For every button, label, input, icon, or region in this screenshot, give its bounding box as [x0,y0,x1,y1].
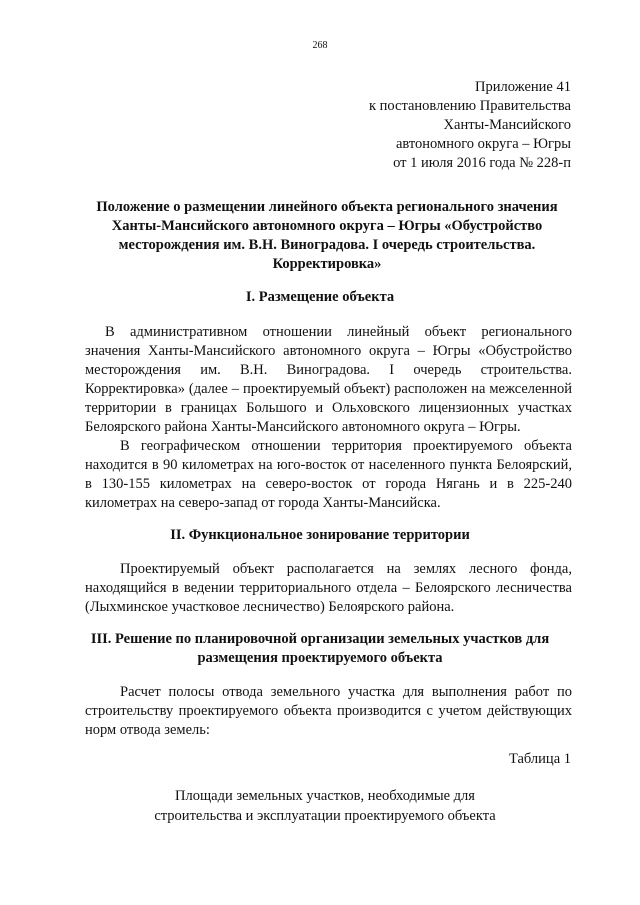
section-heading-placement: I. Размещение объекта [245,289,395,305]
section-heading-zoning: II. Функциональное зонирование территории [170,527,470,543]
appendix-line: к постановлению Правительства [369,98,571,114]
table-caption-line: Площади земельных участков, необходимые для [175,788,475,804]
appendix-line: автономного округа – Югры [395,136,571,152]
paragraph-zoning: Проектируемый объект располагается на землях лесного фонда, находящийся в ведении территориального отдела – Белоярского лесничества (Лыхминское участковое лесничество) Белоярского района. [85,561,572,615]
table-caption-line: строительства и эксплуатации проектируемого объекта [154,808,496,824]
appendix-line: от 1 июля 2016 года № 228-п [393,155,571,171]
appendix-header [369,78,571,173]
paragraph-administrative: В административном отношении линейный объект регионального значения Ханты-Мансийского автономного округа – Югры «Обустройство месторождения им. В.Н. Виноградова. I очередь строительства. Корректировка» (далее – проектируемый объект) расположен на межселенной территории в границах Большого и Ольховского лицензионных участках Белоярского района Ханты-Мансийского автономного округа – Югры. [85,324,572,435]
appendix-line: Приложение 41 [475,79,571,95]
section-heading-planning: III. Решение по планировочной организации земельных участков для размещения проектируемого объекта [90,631,550,666]
appendix-line: Ханты-Мансийского [443,117,571,133]
paragraph-geographic: В географическом отношении территория проектируемого объекта находится в 90 километрах на юго-восток от населенного пункта Белоярский, в 130-155 километрах на северо-восток от города Нягань и в 225-240 километрах на северо-запад от города Ханты-Мансийска. [85,438,572,511]
table-caption [120,786,530,826]
document-title: Положение о размещении линейного объекта регионального значения Ханты-Мансийского автономного округа – Югры «Обустройство месторождения им. В.Н. Виноградова. I очередь строительства. Корректировка» [96,199,558,272]
page-number: 268 [312,40,328,51]
table-label: Таблица 1 [508,751,571,767]
paragraph-planning: Расчет полосы отвода земельного участка для выполнения работ по строительству проектируемого объекта производится с учетом действующих норм отвода земель: [85,684,572,738]
